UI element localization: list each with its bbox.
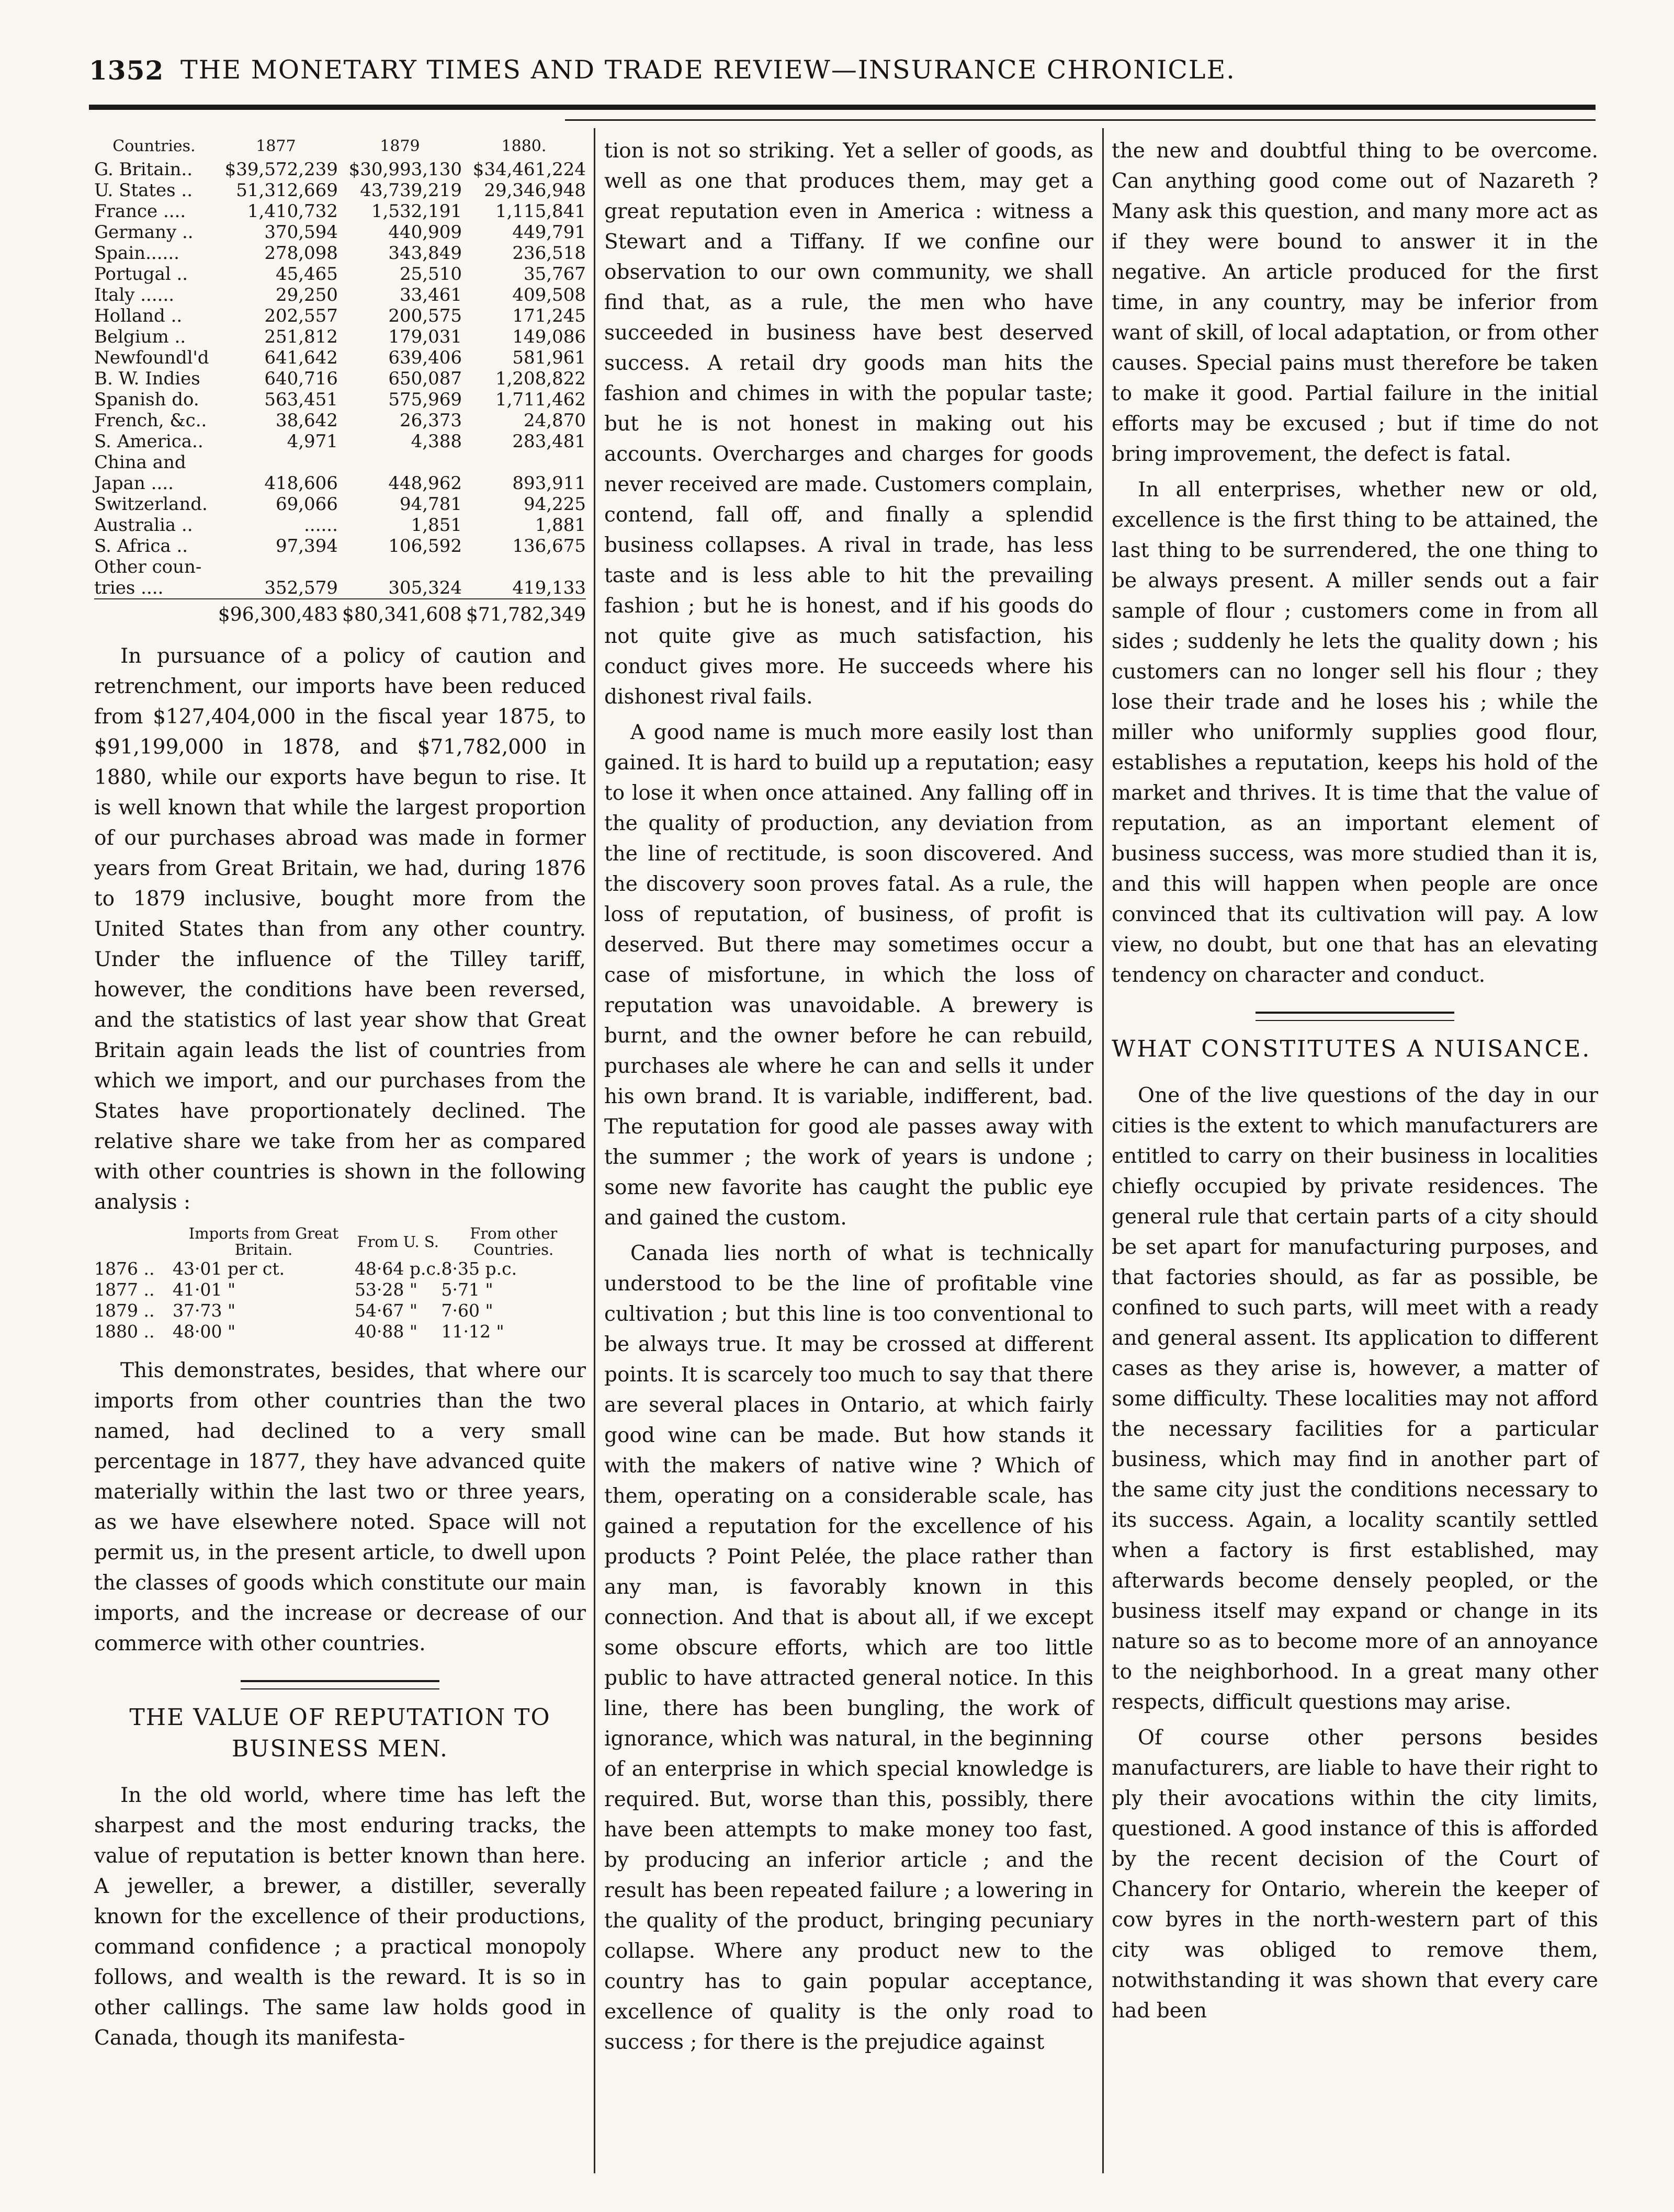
value-cell: 200,575 — [388, 305, 462, 326]
value-cell: 1,208,822 — [495, 368, 586, 389]
country-cell: S. Africa .. — [94, 536, 188, 557]
share-cell: 40·88 " — [354, 1321, 418, 1342]
value-cell: 29,346,948 — [484, 180, 586, 201]
column-3 — [1112, 136, 1598, 2026]
value-cell: 136,675 — [512, 536, 586, 557]
imports-table-header — [94, 136, 586, 159]
country-cell: Newfoundl'd — [94, 347, 209, 368]
header-cell: From U. S. — [357, 1232, 439, 1251]
total-cell: $96,300,483 — [214, 599, 338, 626]
table-row — [94, 536, 586, 557]
paragraph: A good name is much more easily lost than gained. It is hard to build up a reputation; easy to lose it when once attained. Any falling off in the quality of production, any deviation from the line of rectitude, is soon discovered. And the discovery soon proves fatal. As a rule, the loss of reputation, of business, of profit is deserved. But there may sometimes occur a case of misfortune, in which the loss of reputation was unavoidable. A brewery is burnt, and the owner before he can rebuild, purchases ale where he can and sells it under his own brand. It is variable, indifferent, bad. The reputation for good ale passes away with the summer ; the work of years is undone ; some new favorite has caught the public eye and gained the custom. — [604, 721, 1093, 1230]
table-row — [94, 1258, 586, 1279]
header-cell: Imports from Great Britain. — [188, 1224, 339, 1258]
paragraph: In pursuance of a policy of caution and retrenchment, our imports have been reduced from $127,404,000 in the fiscal year 1875, to $91,199,000 in 1878, and $71,782,000 in 1880, while our exports have begun to rise. It is well known that while the largest proportion of our purchases abroad was made in former years from Great Britain, we had, during 1876 to 1879 inclusive, bought more from the United States than from any other country. Under the influence of the Tilley tariff, however, the conditions have been reversed, and the statistics of last year show that Great Britain again leads the list of countries from which we import, and our purchases from the States have proportionately declined. The relative share we take from her as compared with other countries is shown in the following analysis : — [94, 644, 586, 1214]
country-cell: Belgium .. — [94, 326, 186, 347]
section-divider — [241, 1680, 439, 1689]
page-header — [89, 55, 1392, 97]
share-cell: 53·28 " — [354, 1279, 418, 1300]
value-cell: 24,870 — [524, 410, 586, 431]
share-table-body — [94, 1258, 586, 1342]
section-divider — [1255, 1012, 1454, 1021]
share-cell: 41·01 " — [173, 1279, 236, 1300]
share-cell: 11·12 " — [441, 1321, 504, 1342]
value-cell: 236,518 — [512, 243, 586, 264]
table-row — [94, 577, 586, 599]
value-cell: 650,087 — [388, 368, 462, 389]
value-cell: 370,594 — [264, 222, 338, 243]
share-cell: 54·67 " — [354, 1300, 418, 1321]
table-row — [94, 431, 586, 452]
header-cell — [94, 1225, 173, 1258]
paragraph: Canada lies north of what is technically understood to be the line of profitable vine cultivation ; but this line is too conventional to be always true. It may be crossed at different points. It is scarcely too much to say that there are several places in Ontario, at which fairly good wine can be made. But how stands it with the makers of native wine ? Which of them, operating on a considerable scale, has gained a reputation for the excellence of his products ? Point Pelée, the place rather than any man, is favorably known in this connection. And that is about all, if we except some obscure efforts, which are too little public to have attracted general notice. In this line, there has been bungling, the work of ignorance, which was natural, in the beginning of an enterprise in which special knowledge is required. But, worse than this, possibly, there have been attempts to make money too fast, by producing an inferior article ; and the result has been repeated failure ; a lowering in the quality of the product, bringing pecuniary collapse. Where any product new to the country has to gain popular acceptance, excellence of quality is the only road to success ; for there is the prejudice against — [604, 1242, 1093, 2054]
imports-table-body — [94, 159, 586, 599]
import-share-table — [94, 1225, 586, 1342]
value-cell: 278,098 — [264, 243, 338, 264]
share-cell: 48·64 p.c. — [354, 1258, 442, 1279]
header-cell: 1879 — [380, 137, 420, 155]
country-cell: China and — [94, 452, 186, 473]
value-cell: 106,592 — [388, 536, 462, 557]
header-cell: Countries. — [112, 137, 196, 155]
country-cell: Switzerland. — [94, 494, 208, 515]
country-cell: U. States .. — [94, 180, 193, 201]
value-cell: 51,312,669 — [236, 180, 338, 201]
country-cell: Holland .. — [94, 305, 183, 326]
share-cell: 8·35 p.c. — [441, 1258, 517, 1279]
value-cell: 43,739,219 — [360, 180, 462, 201]
paragraph: In all enterprises, whether new or old, excellence is the first thing to be attained, the last thing to be surrendered, the one thing to be always present. A miller sends out a fair sample of flour ; customers come in from all sides ; suddenly he lets the quality down ; his customers can no longer sell his flour ; they lose their trade and he loses his ; while the miller who uniformly supplies good flour, establishes a reputation, keeps his hold of the market and thrives. It is time that the value of reputation, as an important element of business success, was more studied than it is, and this will happen when people are once convinced that its cultivation will pay. A low view, no doubt, but one that has an elevating tendency on character and conduct. — [1112, 478, 1598, 987]
value-cell: 202,557 — [264, 305, 338, 326]
country-cell: Other coun- — [94, 557, 202, 577]
value-cell: 449,791 — [512, 222, 586, 243]
country-cell: tries .... — [94, 577, 164, 598]
value-cell: 33,461 — [400, 285, 462, 305]
article-heading-reputation: THE VALUE OF REPUTATION TO BUSINESS MEN. — [129, 1704, 551, 1762]
value-cell: 1,881 — [535, 515, 586, 536]
value-cell: $30,993,130 — [348, 159, 462, 180]
table-row — [94, 180, 586, 201]
value-cell: 640,716 — [264, 368, 338, 389]
value-cell: 179,031 — [388, 326, 462, 347]
country-cell: Spain...... — [94, 243, 179, 264]
table-row — [94, 285, 586, 305]
value-cell: 305,324 — [388, 577, 462, 598]
value-cell: 575,969 — [388, 389, 462, 410]
total-cell — [94, 599, 214, 626]
value-cell: 343,849 — [388, 243, 462, 264]
column-divider-1 — [594, 128, 595, 2173]
article-heading-nuisance: WHAT CONSTITUTES A NUISANCE. — [1112, 1036, 1591, 1062]
table-row — [94, 410, 586, 431]
table-row — [94, 347, 586, 368]
value-cell: 1,532,191 — [371, 201, 462, 222]
paragraph: the new and doubtful thing to be overcome. Can anything good come out of Nazareth ? Many ask this question, and many more act as if they were bound to answer it in the negative. An article produced for the first time, in any country, may be inferior from want of skill, of local adaptation, or from other causes. Special pains must therefore be taken to make it good. Partial failure in the initial efforts may be excused ; but if time do not bring improvement, the defect is fatal. — [1112, 139, 1598, 466]
country-cell: Spanish do. — [94, 389, 199, 410]
value-cell: 440,909 — [388, 222, 462, 243]
share-cell: 48·00 " — [173, 1321, 236, 1342]
value-cell: 251,812 — [264, 326, 338, 347]
table-row — [94, 159, 586, 180]
page-number: 1352 — [89, 55, 164, 86]
header-rule-thick — [89, 105, 1596, 110]
value-cell: 94,781 — [400, 494, 462, 515]
paragraph: This demonstrates, besides, that where our imports from other countries than the two named, had declined to a very small percentage in 1877, they have advanced quite materially within the last two or three years, as we have elsewhere noted. Space will not permit us, in the present article, to dwell upon the classes of goods which constitute our main imports, and the increase or decrease of our commerce with other countries. — [94, 1359, 586, 1655]
value-cell: 448,962 — [388, 473, 462, 494]
paragraph: tion is not so striking. Yet a seller of goods, as well as one that produces them, may get a great reputation even in America : witness a Stewart and a Tiffany. If we confine our observation to our own community, we shall find that, as a rule, the men who have succeeded in business have best deserved success. A retail dry goods man hits the fashion and chimes in with the popular taste; but he is not honest in making out his accounts. Overcharges and charges for goods never received are made. Customers complain, contend, fall off, and finally a splendid business collapses. A rival in trade, has less taste and is less able to hit the prevailing fashion ; but he is honest, and if his goods do not quite give as much satisfaction, his conduct gives more. He succeeds where his dishonest rival fails. — [604, 139, 1093, 709]
year-cell: 1879 .. — [94, 1300, 155, 1321]
country-cell: Portugal .. — [94, 264, 188, 285]
table-row — [94, 1321, 586, 1342]
value-cell: 97,394 — [275, 536, 338, 557]
value-cell: $34,461,224 — [472, 159, 586, 180]
table-row — [94, 243, 586, 264]
year-cell: 1880 .. — [94, 1321, 155, 1342]
table-row — [94, 1279, 586, 1300]
country-cell: B. W. Indies — [94, 368, 200, 389]
table-row — [94, 305, 586, 326]
value-cell: 149,086 — [512, 326, 586, 347]
value-cell: 4,388 — [411, 431, 462, 452]
value-cell — [338, 557, 462, 577]
value-cell: $39,572,239 — [224, 159, 338, 180]
header-cell: From other Countries. — [470, 1224, 558, 1258]
value-cell: 641,642 — [264, 347, 338, 368]
share-cell: 7·60 " — [441, 1300, 493, 1321]
value-cell: 26,373 — [400, 410, 462, 431]
column-2 — [604, 136, 1093, 2058]
table-row — [94, 1300, 586, 1321]
table-row — [94, 222, 586, 243]
country-cell: G. Britain.. — [94, 159, 193, 180]
country-cell: Australia .. — [94, 515, 193, 536]
value-cell: 1,115,841 — [495, 201, 586, 222]
value-cell: 29,250 — [275, 285, 338, 305]
table-row — [94, 326, 586, 347]
country-cell: Japan .... — [94, 473, 174, 494]
value-cell — [214, 452, 338, 473]
paragraph: In the old world, where time has left the sharpest and the most enduring tracks, the value of reputation is better known than here. A jeweller, a brewer, a distiller, severally known for the excellence of their productions, command confidence ; a practical monopoly follows, and wealth is the reward. It is so in other callings. The same law holds good in Canada, though its manifesta- — [94, 1784, 586, 2050]
country-cell: Italy ...... — [94, 285, 175, 305]
total-cell: $80,341,608 — [338, 599, 462, 626]
header-cell: 1877 — [256, 137, 296, 155]
value-cell: 283,481 — [512, 431, 586, 452]
value-cell: 94,225 — [524, 494, 586, 515]
value-cell: 45,465 — [275, 264, 338, 285]
value-cell: 38,642 — [275, 410, 338, 431]
table-row — [94, 452, 586, 473]
imports-table-total-row — [94, 599, 586, 626]
share-table-header — [94, 1225, 586, 1258]
table-row — [94, 494, 586, 515]
year-cell: 1876 .. — [94, 1258, 155, 1279]
value-cell: 581,961 — [512, 347, 586, 368]
share-cell: 43·01 per ct. — [173, 1258, 285, 1279]
share-cell: 5·71 " — [441, 1279, 493, 1300]
paragraph: Of course other persons besides manufacturers, are liable to have their right to ply their avocations within the city limits, questioned. A good instance of this is afforded by the recent decision of the Court of Chancery for Ontario, wherein the keeper of cow byres in the north-western part of this city was obliged to remove them, notwithstanding it was shown that every care had been — [1112, 1726, 1598, 2023]
paragraph: One of the live questions of the day in our cities is the extent to which manufacturers are entitled to carry on their business in localities chiefly occupied by private residences. The general rule that certain parts of a city should be set apart for manufacturing purposes, and that factories should, as far as possible, be confined to such parts, will meet with a ready and general assent. Its application to different cases as they arise is, however, a matter of some difficulty. These localities may not afford the necessary facilities for a particular business, which may find in another part of the same city just the conditions necessary to its success. Again, a locality scantily settled when a factory is first established, may afterwards become densely peopled, or the business itself may expand or change in its nature so as to become more of an annoyance to the neighborhood. In a great many other respects, difficult questions may arise. — [1112, 1084, 1598, 1714]
table-row — [94, 201, 586, 222]
table-row — [94, 515, 586, 536]
value-cell: 419,133 — [512, 577, 586, 598]
table-row — [94, 264, 586, 285]
table-row — [94, 557, 586, 577]
year-cell: 1877 .. — [94, 1279, 155, 1300]
share-cell: 37·73 " — [173, 1300, 236, 1321]
header-rule-thin — [565, 119, 1596, 121]
value-cell: 409,508 — [512, 285, 586, 305]
column-1 — [94, 136, 586, 2054]
country-cell: Germany .. — [94, 222, 194, 243]
value-cell: 418,606 — [264, 473, 338, 494]
table-row — [94, 389, 586, 410]
value-cell: 25,510 — [400, 264, 462, 285]
value-cell: 1,711,462 — [495, 389, 586, 410]
value-cell: 352,579 — [264, 577, 338, 598]
total-cell: $71,782,349 — [462, 599, 586, 626]
table-row — [94, 368, 586, 389]
country-cell: S. America.. — [94, 431, 203, 452]
value-cell: 35,767 — [524, 264, 586, 285]
value-cell — [462, 452, 586, 473]
value-cell: 69,066 — [275, 494, 338, 515]
value-cell: 1,410,732 — [247, 201, 338, 222]
country-cell: France .... — [94, 201, 186, 222]
header-cell: 1880. — [501, 137, 547, 155]
value-cell: 639,406 — [388, 347, 462, 368]
column-divider-2 — [1102, 128, 1104, 2173]
running-head: THE MONETARY TIMES AND TRADE REVIEW—INSURANCE CHRONICLE. — [180, 55, 1236, 85]
value-cell: 4,971 — [287, 431, 338, 452]
value-cell — [338, 452, 462, 473]
value-cell — [462, 557, 586, 577]
value-cell — [214, 557, 338, 577]
value-cell: ...... — [304, 515, 338, 536]
value-cell: 1,851 — [411, 515, 462, 536]
value-cell: 171,245 — [512, 305, 586, 326]
value-cell: 563,451 — [264, 389, 338, 410]
country-cell: French, &c.. — [94, 410, 207, 431]
value-cell: 893,911 — [512, 473, 586, 494]
imports-by-country-table — [94, 136, 586, 626]
table-row — [94, 473, 586, 494]
